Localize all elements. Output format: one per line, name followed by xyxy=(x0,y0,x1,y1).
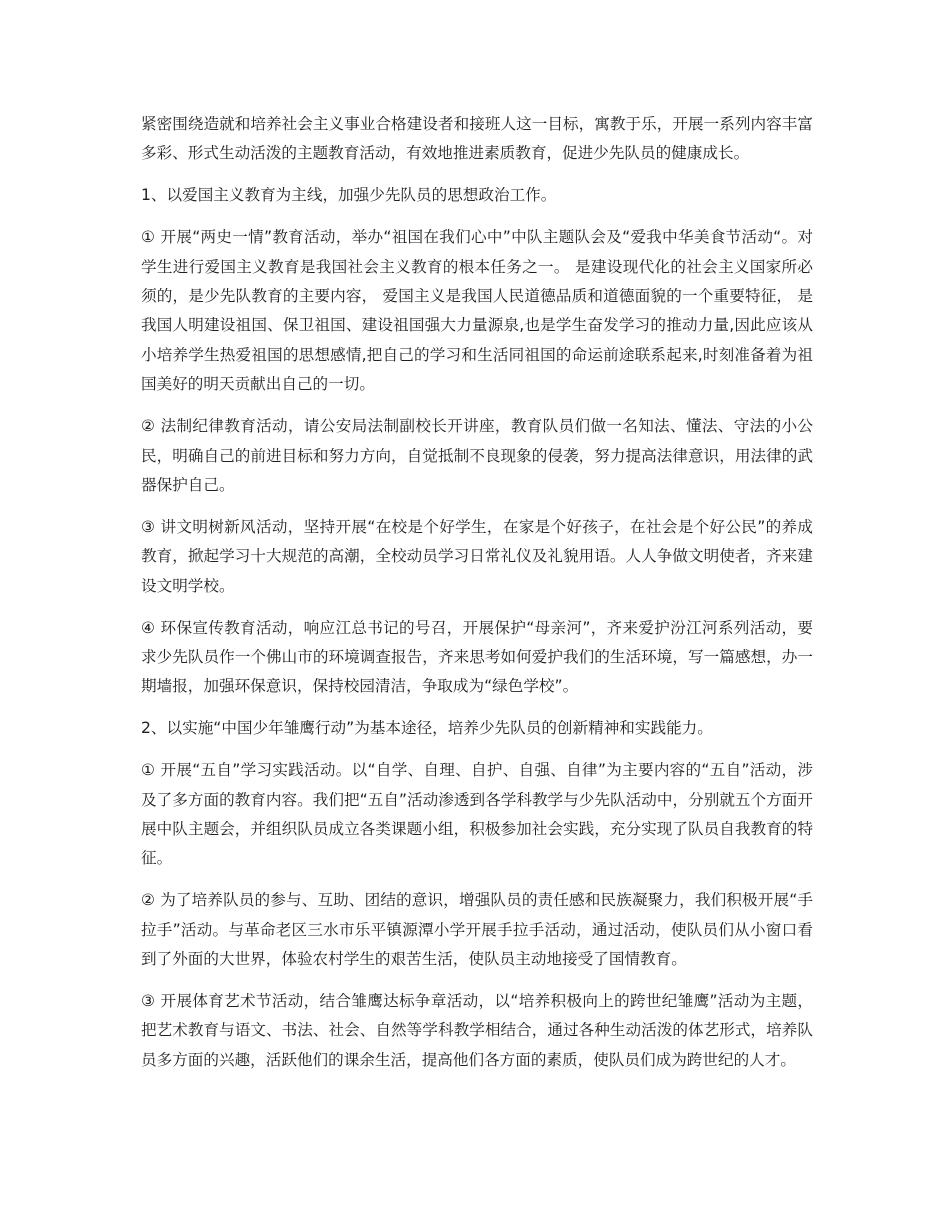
section-2-item-3: ③ 开展体育艺术节活动，结合雏鹰达标争章活动，以“培养积极向上的跨世纪雏鹰”活动为主题，把艺术教育与语文、书法、社会、自然等学科教学相结合，通过各种生动活泼的体艺形式，培养队员多方面的兴趣，活跃他们的课余生活，提高他们各方面的素质，使队员们成为跨世纪的人才。 xyxy=(141,992,813,1069)
section-1-heading: 1、以爱国主义教育为主线，加强少先队员的思想政治工作。 xyxy=(141,186,557,205)
intro-paragraph: 紧密围绕造就和培养社会主义事业合格建设者和接班人这一目标，寓教于乐，开展一系列内容丰富多彩、形式生动活泼的主题教育活动，有效地推进素质教育，促进少先队员的健康成长。 xyxy=(141,115,813,163)
section-1-item-3: ③ 讲文明树新风活动，坚持开展“在校是个好学生，在家是个好孩子，在社会是个好公民”的养成教育，掀起学习十大规范的高潮，全校动员学习日常礼仪及礼貌用语。人人争做文明使者，齐来建设文明学校。 xyxy=(141,517,813,595)
document-body xyxy=(141,110,813,1088)
section-2-heading: 2、以实施“中国少年雏鹰行动”为基本途径，培养少先队员的创新精神和实践能力。 xyxy=(141,719,713,738)
section-2-item-2: ② 为了培养队员的参与、互助、团结的意识，增强队员的责任感和民族凝聚力，我们积极开展“手拉手”活动。与革命老区三水市乐平镇源潭小学开展手拉手活动，通过活动，使队员们从小窗口看到了外面的大世界，体验农村学生的艰苦生活，使队员主动地接受了国情教育。 xyxy=(141,891,813,969)
section-1-item-2: ② 法制纪律教育活动，请公安局法制副校长开讲座，教育队员们做一名知法、懂法、守法的小公民，明确自己的前进目标和努力方向，自觉抵制不良现象的侵袭，努力提高法律意识，用法律的武器保护自己。 xyxy=(141,417,813,494)
section-1-item-4: ④ 环保宣传教育活动，响应江总书记的号召，开展保护“母亲河”，齐来爱护汾江河系列活动，要求少先队员作一个佛山市的环境调查报告，齐来思考如何爱护我们的生活环境，写一篇感想，办一期墙报，加强环保意识，保持校园清洁，争取成为“绿色学校”。 xyxy=(141,618,813,696)
section-1-item-1: ① 开展“两史一情”教育活动，举办“祖国在我们心中”中队主题队会及“爱我中华美食节活动“。对学生进行爱国主义教育是我国社会主义教育的根本任务之一。 是建设现代化的社会主义国家所必须的，是少先队教育的主要内容， 爱国主义是我国人民道德品质和道德面貌的一个重要特征， 是我国人明建设祖国、保卫祖国、建设祖国强大力量源泉,也是学生奋发学习的推动力量,因此应该从小培养学生热爱祖国的思想感情,把自己的学习和生活同祖国的命运前途联系起来,时刻准备着为祖国美好的明天贡献出自己的一切。 xyxy=(141,228,813,394)
section-2-item-1: ① 开展“五自”学习实践活动。以“自学、自理、自护、自强、自律”为主要内容的“五自”活动，涉及了多方面的教育内容。我们把“五自”活动渗透到各学科教学与少先队活动中，分别就五个方面开展中队主题会，并组织队员成立各类课题小组，积极参加社会实践，充分实现了队员自我教育的特征。 xyxy=(141,761,813,868)
